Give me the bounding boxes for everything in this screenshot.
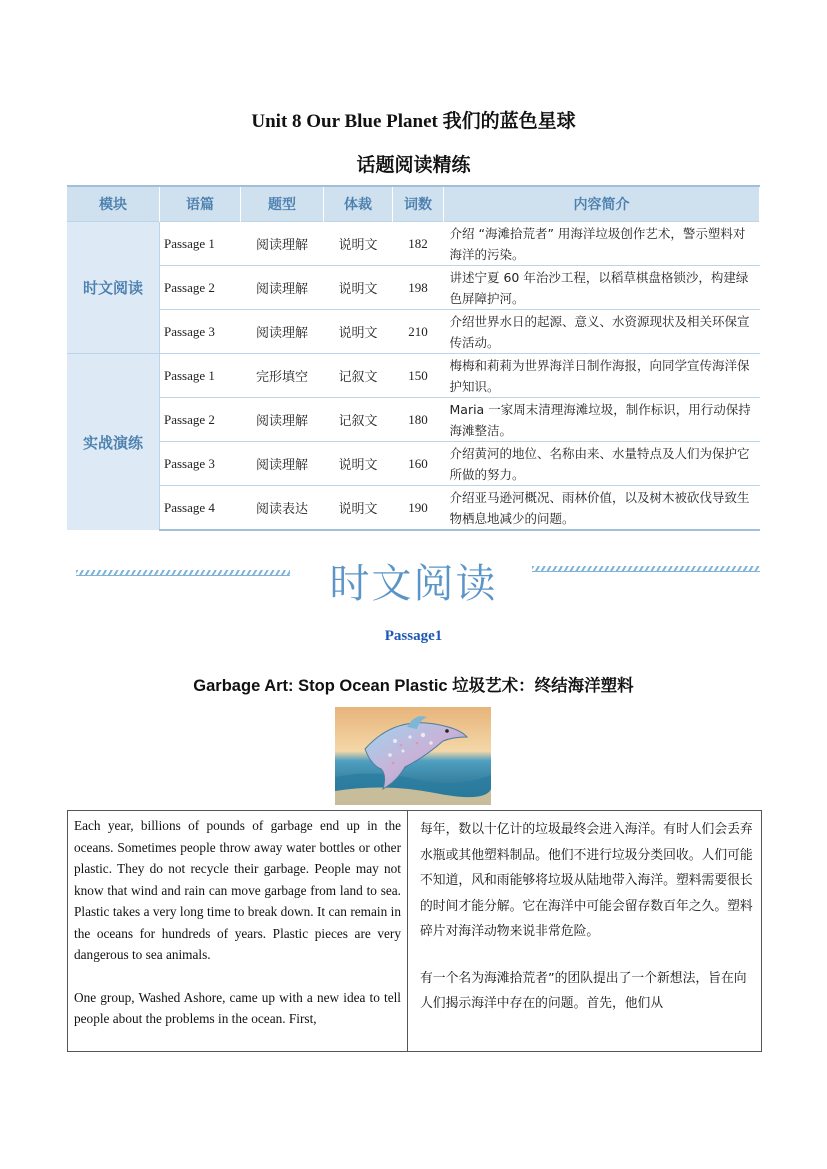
dolphin-image [335,707,491,805]
module-cell: 实战演练 [67,354,160,531]
words-cell: 198 [393,266,444,310]
desc-cell: 介绍亚马逊河概况、雨林价值，以及树木被砍伐导致生物栖息地减少的问题。 [444,486,760,531]
passage-cell: Passage 4 [160,486,241,531]
type-cell: 阅读理解 [241,442,324,486]
col-header-type: 题型 [241,186,324,222]
words-cell: 160 [393,442,444,486]
unit-title: Unit 8 Our Blue Planet 我们的蓝色星球 [251,111,576,132]
genre-cell: 说明文 [324,310,393,354]
passage-cell: Passage 3 [160,442,241,486]
banner-decor-right [532,566,760,572]
words-cell: 150 [393,354,444,398]
words-cell: 190 [393,486,444,531]
module-cell: 时文阅读 [67,222,160,354]
genre-cell: 记叙文 [324,354,393,398]
chinese-column [414,811,761,1051]
chinese-paragraph: 每年，数以十亿计的垃圾最终会进入海洋。有时人们会丢弃水瓶或其他塑料制品。他们不进行垃圾分类回收。人们可能不知道，风和雨能够将垃圾从陆地带入海洋。塑料需要很长的时间才能分解。它在海洋中可能会留存数百年之久。塑料碎片对海洋动物来说非常危险。 [420,822,753,939]
table-header-row [67,186,760,222]
page-subtitle: 话题阅读精练 [356,154,471,176]
type-cell: 阅读理解 [241,266,324,310]
type-cell: 完形填空 [241,354,324,398]
passage-cell: Passage 3 [160,310,241,354]
passage-cell: Passage 2 [160,266,241,310]
desc-cell: 讲述宁夏 60 年治沙工程，以稻草棋盘格锁沙，构建绿色屏障护河。 [444,266,760,310]
type-cell: 阅读表达 [241,486,324,531]
desc-cell: 介绍 “海滩拾荒者” 用海洋垃圾创作艺术，警示塑料对海洋的污染。 [444,222,760,266]
desc-cell: Maria 一家周末清理海滩垃圾，制作标识，用行动保持海滩整洁。 [444,398,760,442]
words-cell: 210 [393,310,444,354]
genre-cell: 记叙文 [324,398,393,442]
passage-text-box [67,810,762,1052]
passage-cell: Passage 1 [160,222,241,266]
passage-label: Passage1 [384,628,443,644]
english-paragraph: Each year, billions of pounds of garbage end up in the oceans. Sometimes people throw away water bottles or other plastic. They do not recycle their garbage. People may not know that wind and rain can move garbage from land to sea. Plastic takes a very long time to break down. It can remain in the oceans for hundreds of years. Plastic pieces are very dangerous to sea animals. [74,818,401,962]
table-row [67,310,760,354]
desc-cell: 梅梅和莉莉为世界海洋日制作海报，向同学宣传海洋保护知识。 [444,354,760,398]
dolphin-illustration [335,707,491,805]
section-banner: 时文阅读 [329,561,498,607]
english-paragraph: One group, Washed Ashore, came up with a new idea to tell people about the problems in the ocean. First, [74,989,401,1026]
col-header-genre: 体裁 [324,186,393,222]
words-cell: 180 [393,398,444,442]
english-column [68,811,408,1051]
words-cell: 182 [393,222,444,266]
type-cell: 阅读理解 [241,310,324,354]
passage-title: Garbage Art: Stop Ocean Plastic 垃圾艺术：终结海洋塑料 [193,677,634,695]
genre-cell: 说明文 [324,222,393,266]
col-header-passage: 语篇 [160,186,241,222]
genre-cell: 说明文 [324,486,393,531]
col-header-words: 词数 [393,186,444,222]
chinese-paragraph: 有一个名为海滩拾荒者”的团队提出了一个新想法，旨在向人们揭示海洋中存在的问题。首先，他们从 [420,970,747,1011]
type-cell: 阅读理解 [241,398,324,442]
passage-cell: Passage 1 [160,354,241,398]
col-header-module: 模块 [67,186,160,222]
table-row [67,398,760,442]
desc-cell: 介绍世界水日的起源、意义、水资源现状及相关环保宣传活动。 [444,310,760,354]
table-row [67,486,760,531]
genre-cell: 说明文 [324,442,393,486]
table-row [67,354,760,398]
passage-cell: Passage 2 [160,398,241,442]
col-header-description: 内容简介 [444,186,760,222]
table-row [67,266,760,310]
genre-cell: 说明文 [324,266,393,310]
table-row [67,222,760,266]
table-row [67,442,760,486]
type-cell: 阅读理解 [241,222,324,266]
desc-cell: 介绍黄河的地位、名称由来、水量特点及人们为保护它所做的努力。 [444,442,760,486]
overview-table [67,185,760,531]
